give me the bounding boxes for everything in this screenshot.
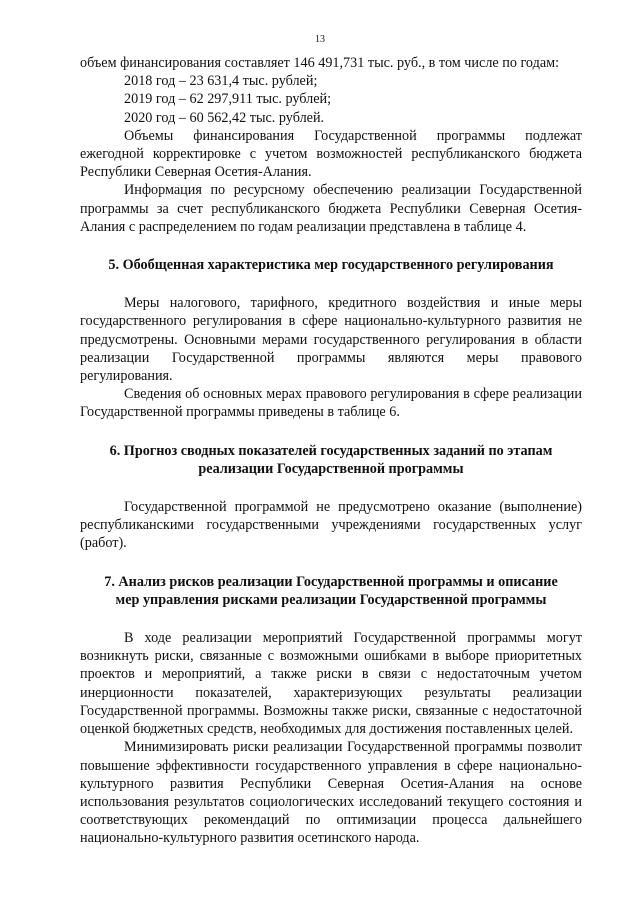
section-5-paragraph-2: Сведения об основных мерах правового регулирования в сфере реализации Государственной программы приведены в таблице 6. [80, 386, 582, 421]
section-5-paragraph-1: Меры налогового, тарифного, кредитного воздействия и иные меры государственного регулирования в сфере национально-культурного развития не предусмотрены. Основными мерами государственного регулирования в области реализации Государственной программы являются меры правового регулирования. [80, 295, 582, 385]
section-6-heading-line-2: реализации Государственной программы [198, 460, 464, 477]
section-6-heading-line-1: 6. Прогноз сводных показателей государственных заданий по этапам [109, 442, 553, 459]
document-body [80, 54, 582, 848]
section-7-paragraph-2: Минимизировать риски реализации Государственной программы позволит повышение эффективности государственного управления в сфере национально-культурного развития Республики Северная Осетия-Алания на основе использования результатов социологических исследований текущего состояния и соответствующих рекомендаций по оптимизации процесса дальнейшего национально-культурного развития осетинского народа. [80, 739, 582, 847]
funding-year-2019: 2019 год – 62 297,911 тыс. рублей; [124, 91, 332, 108]
funding-adjustment-paragraph: Объемы финансирования Государственной программы подлежат ежегодной корректировке с учетом возможностей республиканского бюджета Республики Северная Осетия-Алания. [80, 127, 582, 181]
page-number: 13 [315, 34, 325, 45]
funding-intro: объем финансирования составляет 146 491,731 тыс. руб., в том числе по годам: [80, 55, 560, 71]
section-7-heading-line-1: 7. Анализ рисков реализации Государственной программы и описание [104, 573, 558, 590]
funding-year-2020: 2020 год – 60 562,42 тыс. рублей. [124, 109, 325, 126]
section-7-paragraph-1: В ходе реализации мероприятий Государственной программы могут возникнуть риски, связанные с возможными ошибками в выборе приоритетных проектов и мероприятий, а также риски в связи с недостаточным учетом инерционности показателей, характеризующих результаты реализации Государственной программы. Возможны также риски, связанные с недостаточной оценкой бюджетных средств, необходимых для достижения поставленных целей. [80, 630, 582, 738]
funding-year-2018: 2018 год – 23 631,4 тыс. рублей; [124, 73, 318, 90]
section-7-heading-line-2: мер управления рисками реализации Государственной программы [115, 591, 547, 608]
section-6-paragraph-1: Государственной программой не предусмотрено оказание (выполнение) республиканскими государственными учреждениями государственных услуг (работ). [80, 499, 582, 552]
section-5-heading: 5. Обобщенная характеристика мер государственного регулирования [108, 257, 554, 274]
resource-info-paragraph: Информация по ресурсному обеспечению реализации Государственной программы за счет республиканского бюджета Республики Северная Осетия-Алания с распределением по годам реализации представлена в таблице 4. [80, 182, 582, 235]
